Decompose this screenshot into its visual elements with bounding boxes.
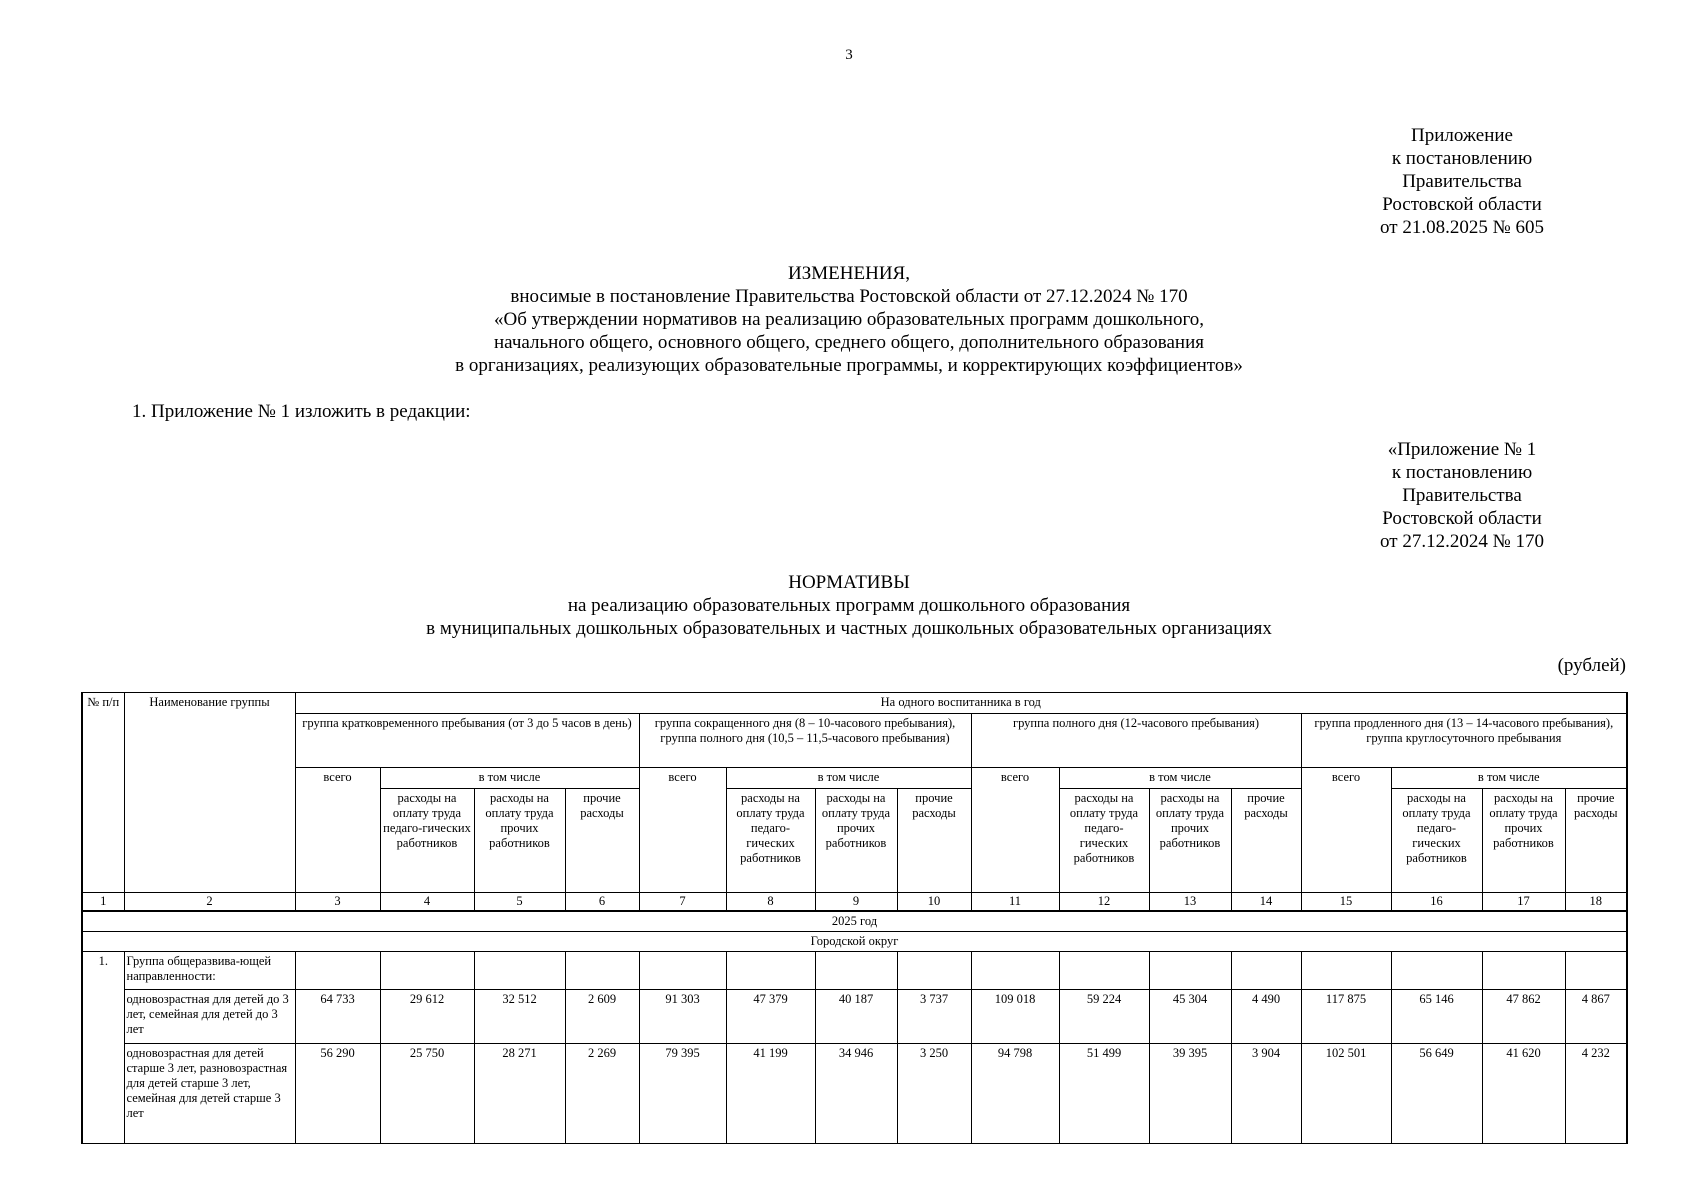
header-other-expenses: прочие расходы	[1231, 789, 1301, 893]
header-other-salary: расходы на оплату труда прочих работников	[1482, 789, 1565, 893]
appendix-1-line: от 27.12.2024 № 170	[1380, 531, 1544, 552]
column-number: 3	[295, 893, 380, 912]
header-other-expenses: прочие расходы	[1565, 789, 1627, 893]
appendix-1-line: Правительства	[1402, 485, 1522, 506]
cell-value: 102 501	[1301, 1043, 1391, 1143]
cell-value: 56 649	[1391, 1043, 1482, 1143]
row-number: 1.	[82, 951, 124, 1143]
cell-value: 94 798	[971, 1043, 1059, 1143]
cell-value: 4 867	[1565, 989, 1627, 1043]
header-ped-salary: расходы на оплату труда педаго-гических работников	[1391, 789, 1482, 893]
header-total: всего	[639, 768, 726, 893]
header-group-name: Наименование группы	[124, 693, 295, 893]
header-per-pupil: На одного воспитанника в год	[295, 693, 1627, 714]
changes-line: вносимые в постановление Правительства Ростовской области от 27.12.2024 № 170	[510, 286, 1188, 307]
changes-title: ИЗМЕНЕНИЯ,	[788, 263, 910, 284]
column-number: 1	[82, 893, 124, 912]
table-row	[82, 1043, 1627, 1143]
cell-value: 117 875	[1301, 989, 1391, 1043]
cell-value: 109 018	[971, 989, 1059, 1043]
appendix-line: Ростовской области	[1382, 194, 1542, 215]
column-number: 13	[1149, 893, 1231, 912]
cell-value: 29 612	[380, 989, 474, 1043]
header-total: всего	[295, 768, 380, 893]
cell-value: 65 146	[1391, 989, 1482, 1043]
page-number: 3	[845, 47, 853, 63]
cell-value: 79 395	[639, 1043, 726, 1143]
appendix-header	[1362, 124, 1562, 239]
column-number: 17	[1482, 893, 1565, 912]
cell-value: 41 199	[726, 1043, 815, 1143]
column-number: 15	[1301, 893, 1391, 912]
column-number: 10	[897, 893, 971, 912]
column-number: 2	[124, 893, 295, 912]
column-number: 14	[1231, 893, 1301, 912]
changes-line: начального общего, основного общего, среднего общего, дополнительного образования	[493, 332, 1204, 353]
appendix-1-line: к постановлению	[1391, 462, 1533, 483]
appendix-line: Приложение	[1411, 125, 1513, 146]
row-group-name: Группа общеразвива-ющей направленности:	[124, 951, 295, 989]
changes-line: в организациях, реализующих образовательные программы, и корректирующих коэффициентов»	[455, 355, 1243, 376]
header-other-salary: расходы на оплату труда прочих работников	[1149, 789, 1231, 893]
cell-value: 47 862	[1482, 989, 1565, 1043]
column-number: 18	[1565, 893, 1627, 912]
column-number: 11	[971, 893, 1059, 912]
normatives-title: НОРМАТИВЫ	[788, 572, 910, 593]
appendix-line: Правительства	[1402, 171, 1522, 192]
row-name: одновозрастная для детей старше 3 лет, разновозрастная для детей старше 3 лет, семейная для детей старше 3 лет	[124, 1043, 295, 1143]
cell-value: 2 269	[565, 1043, 639, 1143]
column-number-row	[82, 893, 1627, 912]
changes-heading	[300, 262, 1398, 377]
appendix-line: к постановлению	[1391, 148, 1533, 169]
cell-value: 64 733	[295, 989, 380, 1043]
column-number: 4	[380, 893, 474, 912]
header-other-salary: расходы на оплату труда прочих работников	[474, 789, 565, 893]
column-number: 16	[1391, 893, 1482, 912]
header-group-extended-day: группа продленного дня (13 – 14-часового пребывания), группа круглосуточного пребывания	[1301, 714, 1627, 768]
column-number: 8	[726, 893, 815, 912]
cell-value: 3 737	[897, 989, 971, 1043]
header-including: в том числе	[1391, 768, 1627, 789]
cell-value: 25 750	[380, 1043, 474, 1143]
cell-value: 28 271	[474, 1043, 565, 1143]
header-including: в том числе	[380, 768, 639, 789]
header-other-salary: расходы на оплату труда прочих работников	[815, 789, 897, 893]
cell-value: 56 290	[295, 1043, 380, 1143]
appendix-1-header	[1362, 438, 1562, 553]
header-group-reduced-day: группа сокращенного дня (8 – 10-часового пребывания), группа полного дня (10,5 – 11,5-часового пребывания)	[639, 714, 971, 768]
header-group-short-stay: группа кратковременного пребывания (от 3 до 5 часов в день)	[295, 714, 639, 768]
normatives-line: на реализацию образовательных программ дошкольного образования	[567, 595, 1131, 616]
header-no: № п/п	[82, 693, 124, 893]
changes-line: «Об утверждении нормативов на реализацию образовательных программ дошкольного,	[493, 309, 1205, 330]
cell-value: 59 224	[1059, 989, 1149, 1043]
header-ped-salary: расходы на оплату труда педаго-гических работников	[726, 789, 815, 893]
normatives-line: в муниципальных дошкольных образовательных и частных дошкольных образовательных организациях	[426, 618, 1272, 639]
cell-value: 41 620	[1482, 1043, 1565, 1143]
cell-value: 4 232	[1565, 1043, 1627, 1143]
table-row	[82, 989, 1627, 1043]
cell-value: 51 499	[1059, 1043, 1149, 1143]
cell-value: 3 250	[897, 1043, 971, 1143]
appendix-1-line: Ростовской области	[1382, 508, 1542, 529]
header-ped-salary: расходы на оплату труда педаго-гических работников	[1059, 789, 1149, 893]
cell-value: 45 304	[1149, 989, 1231, 1043]
cell-value: 40 187	[815, 989, 897, 1043]
header-total: всего	[1301, 768, 1391, 893]
cell-value: 4 490	[1231, 989, 1301, 1043]
normatives-heading	[300, 571, 1398, 640]
header-group-full-day: группа полного дня (12-часового пребывания)	[971, 714, 1301, 768]
column-number: 7	[639, 893, 726, 912]
header-including: в том числе	[1059, 768, 1301, 789]
cell-value: 32 512	[474, 989, 565, 1043]
header-ped-salary: расходы на оплату труда педаго-гических работников	[380, 789, 474, 893]
header-including: в том числе	[726, 768, 971, 789]
cell-value: 91 303	[639, 989, 726, 1043]
column-number: 5	[474, 893, 565, 912]
column-number: 12	[1059, 893, 1149, 912]
year-row: 2025 год	[82, 911, 1627, 931]
district-row: Городской округ	[82, 931, 1627, 951]
paragraph-1: 1. Приложение № 1 изложить в редакции:	[132, 401, 471, 422]
header-total: всего	[971, 768, 1059, 893]
cell-value: 3 904	[1231, 1043, 1301, 1143]
column-number: 9	[815, 893, 897, 912]
cell-value: 2 609	[565, 989, 639, 1043]
cell-value: 39 395	[1149, 1043, 1231, 1143]
unit-label: (рублей)	[1557, 655, 1626, 676]
cell-value: 47 379	[726, 989, 815, 1043]
cell-value: 34 946	[815, 1043, 897, 1143]
column-number: 6	[565, 893, 639, 912]
row-name: одновозрастная для детей до 3 лет, семейная для детей до 3 лет	[124, 989, 295, 1043]
appendix-line: от 21.08.2025 № 605	[1380, 217, 1544, 238]
header-other-expenses: прочие расходы	[897, 789, 971, 893]
appendix-1-line: «Приложение № 1	[1387, 439, 1537, 460]
normatives-table	[81, 692, 1628, 1144]
header-other-expenses: прочие расходы	[565, 789, 639, 893]
